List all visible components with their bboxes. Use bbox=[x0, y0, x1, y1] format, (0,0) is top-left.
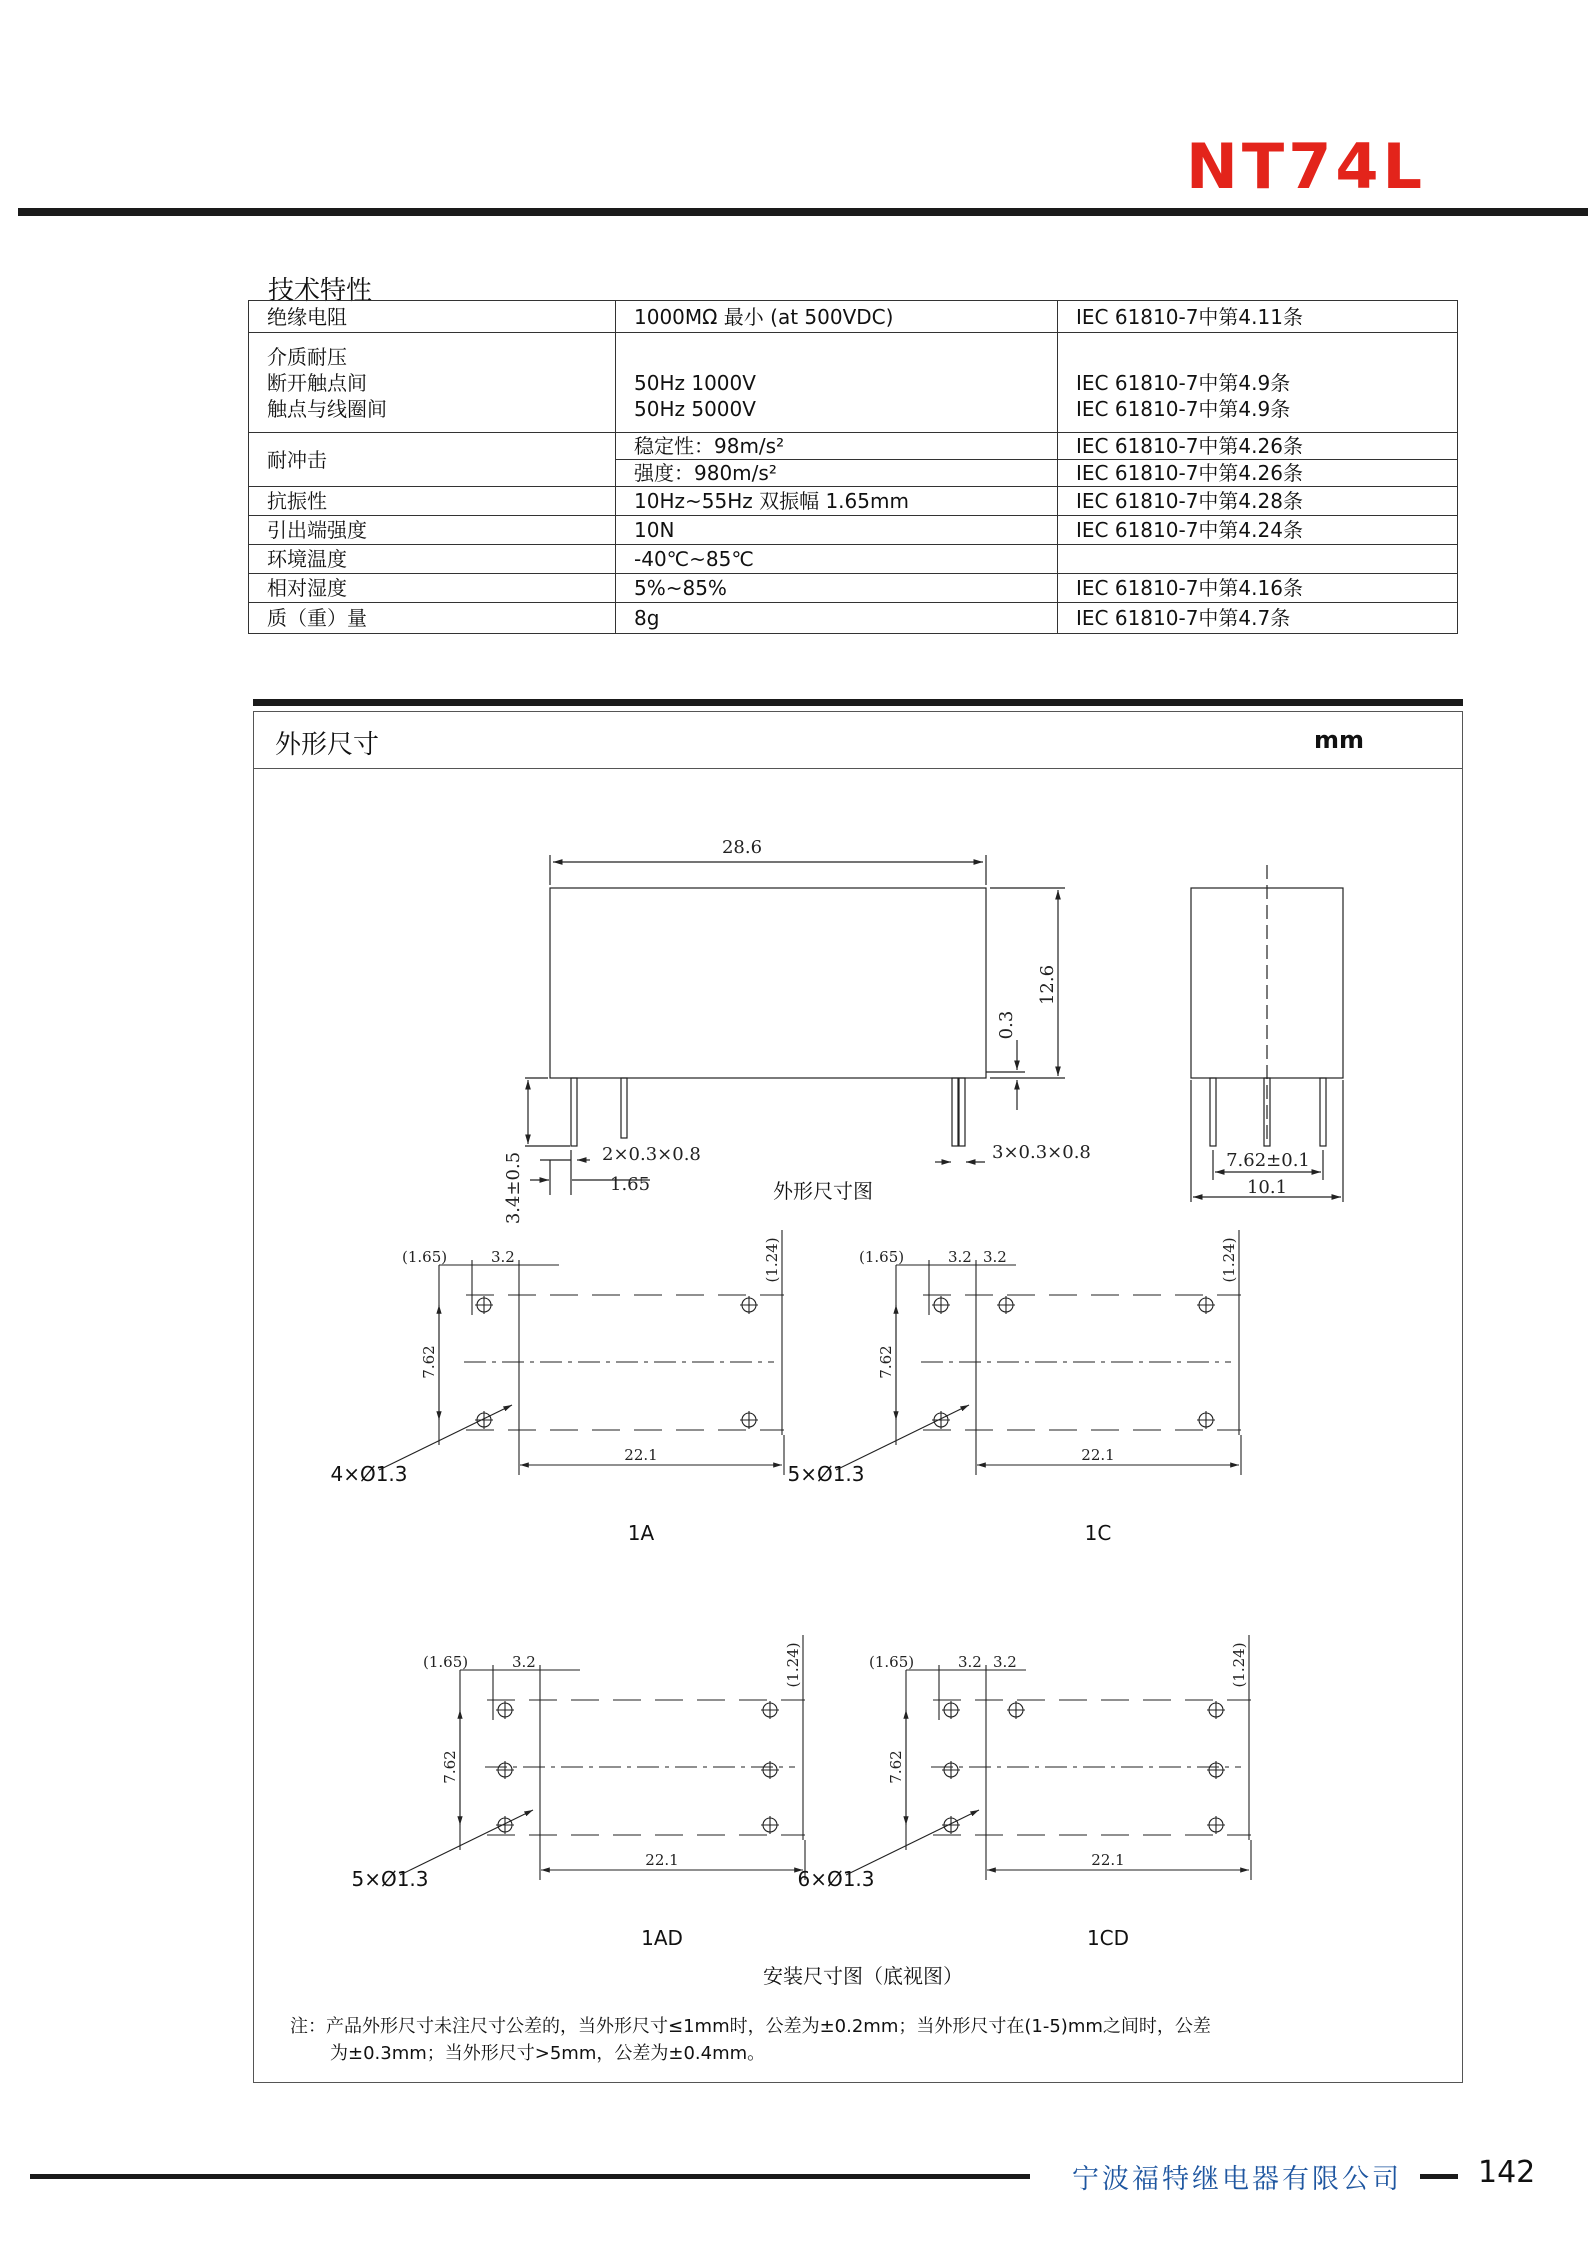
hole-leader-line bbox=[836, 1405, 969, 1470]
dim-width: 10.1 bbox=[1246, 1177, 1288, 1198]
dim-row-label: 7.62 bbox=[877, 1345, 895, 1379]
spec-label: 抗振性 bbox=[249, 487, 616, 516]
pcb-layout-1c bbox=[787, 1230, 1241, 1545]
spec-label: 相对湿度 bbox=[249, 574, 616, 603]
model-title: NT74L bbox=[1186, 130, 1426, 203]
footer-rule bbox=[30, 2174, 1030, 2179]
dim-span-label: 22.1 bbox=[1091, 1851, 1125, 1869]
pcb-layout-1cd bbox=[797, 1635, 1251, 1950]
dim-pitch-label: 3.2 bbox=[958, 1653, 982, 1671]
dim-side-pitch: 7.62±0.1 bbox=[1226, 1150, 1310, 1171]
spec-value: 10Hz~55Hz 双振幅 1.65mm bbox=[616, 487, 1058, 516]
dim-offset-label: (1.65) bbox=[859, 1248, 905, 1266]
dim-pitch-label: 3.2 bbox=[491, 1248, 515, 1266]
hole-leader-line bbox=[379, 1405, 512, 1470]
dim-pitch-label: 3.2 bbox=[983, 1248, 1007, 1266]
dim-edge-label: (1.24) bbox=[784, 1642, 802, 1688]
dim-edge-label: (1.24) bbox=[1220, 1237, 1238, 1283]
layout-name: 1AD bbox=[641, 1926, 683, 1950]
unit-label: mm bbox=[1313, 726, 1364, 754]
dim-offset-label: (1.65) bbox=[402, 1248, 448, 1266]
spec-standard: IEC 61810-7中第4.24条 bbox=[1058, 516, 1458, 545]
spec-standard: IEC 61810-7中第4.16条 bbox=[1058, 574, 1458, 603]
spec-label: 介质耐压 断开触点间 触点与线圈间 bbox=[249, 333, 616, 433]
dim-pitch-label: 3.2 bbox=[993, 1653, 1017, 1671]
dim-span-label: 22.1 bbox=[624, 1446, 658, 1464]
dim-pin-size-right: 3×0.3×0.8 bbox=[992, 1142, 1091, 1163]
hole-count-label: 6×Ø1.3 bbox=[797, 1867, 875, 1891]
dim-length: 28.6 bbox=[721, 837, 763, 858]
spec-standard: IEC 61810-7中第4.7条 bbox=[1058, 603, 1458, 634]
spec-label: 引出端强度 bbox=[249, 516, 616, 545]
spec-value: 稳定性：98m/s² bbox=[616, 433, 1058, 460]
dim-height: 12.6 bbox=[1037, 964, 1058, 1006]
tolerance-note bbox=[290, 2013, 1350, 2067]
spec-standard: IEC 61810-7中第4.26条 bbox=[1058, 433, 1458, 460]
spec-label: 质（重）量 bbox=[249, 603, 616, 634]
spec-value: -40℃~85℃ bbox=[616, 545, 1058, 574]
footer-dash bbox=[1420, 2174, 1458, 2179]
page-number: 142 bbox=[1478, 2155, 1536, 2190]
layout-name: 1C bbox=[1084, 1521, 1112, 1545]
hole-leader-line bbox=[846, 1810, 979, 1875]
spec-value: 强度：980m/s² bbox=[616, 460, 1058, 487]
layout-name: 1CD bbox=[1086, 1926, 1130, 1950]
specs-title: 技术特性 bbox=[268, 276, 373, 306]
dim-gap: 0.3 bbox=[996, 1010, 1017, 1040]
spec-label: 耐冲击 bbox=[249, 433, 616, 487]
dim-pitch-label: 3.2 bbox=[512, 1653, 536, 1671]
spec-value: 50Hz 1000V 50Hz 5000V bbox=[616, 333, 1058, 433]
layout-name: 1A bbox=[627, 1521, 655, 1545]
note-line: 为±0.3mm；当外形尺寸>5mm，公差为±0.4mm。 bbox=[330, 2043, 766, 2064]
hole-count-label: 4×Ø1.3 bbox=[330, 1462, 408, 1486]
panel-title: 外形尺寸 bbox=[275, 730, 380, 760]
spec-label: 绝缘电阻 bbox=[249, 301, 616, 333]
pcb-layouts bbox=[330, 1230, 1251, 1950]
spec-value: 5%~85% bbox=[616, 574, 1058, 603]
dim-row-label: 7.62 bbox=[441, 1750, 459, 1784]
dim-row-label: 7.62 bbox=[887, 1750, 905, 1784]
outline-caption: 外形尺寸图 bbox=[773, 1179, 873, 1203]
hole-leader-line bbox=[400, 1810, 533, 1875]
pcb-layout-1a bbox=[330, 1230, 784, 1545]
dim-pin-size-left: 2×0.3×0.8 bbox=[602, 1144, 701, 1165]
dim-pitch-label: 3.2 bbox=[948, 1248, 972, 1266]
spec-standard: IEC 61810-7中第4.9条 IEC 61810-7中第4.9条 bbox=[1058, 333, 1458, 433]
company-name: 宁波福特继电器有限公司 bbox=[1072, 2164, 1402, 2195]
dim-offset-label: (1.65) bbox=[423, 1653, 469, 1671]
mount-caption: 安装尺寸图（底视图） bbox=[763, 1964, 963, 1988]
hole-count-label: 5×Ø1.3 bbox=[787, 1462, 865, 1486]
spec-value: 10N bbox=[616, 516, 1058, 545]
spec-value: 1000MΩ 最小 (at 500VDC) bbox=[616, 301, 1058, 333]
spec-value: 8g bbox=[616, 603, 1058, 634]
dim-pin-offset: 1.65 bbox=[610, 1174, 651, 1195]
hole-count-label: 5×Ø1.3 bbox=[351, 1867, 429, 1891]
dim-offset-label: (1.65) bbox=[869, 1653, 915, 1671]
spec-standard: IEC 61810-7中第4.11条 bbox=[1058, 301, 1458, 333]
dim-edge-label: (1.24) bbox=[763, 1237, 781, 1283]
dim-span-label: 22.1 bbox=[1081, 1446, 1115, 1464]
note-line: 注：产品外形尺寸未注尺寸公差的，当外形尺寸≤1mm时，公差为±0.2mm；当外形尺寸在(1-5)mm之间时，公差 bbox=[290, 2016, 1211, 2037]
spec-standard: IEC 61810-7中第4.26条 bbox=[1058, 460, 1458, 487]
spec-standard: IEC 61810-7中第4.28条 bbox=[1058, 487, 1458, 516]
pcb-layout-1ad bbox=[351, 1635, 805, 1950]
spec-label: 环境温度 bbox=[249, 545, 616, 574]
dim-edge-label: (1.24) bbox=[1230, 1642, 1248, 1688]
dim-pin-length: 3.4±0.5 bbox=[503, 1151, 524, 1225]
dim-row-label: 7.62 bbox=[420, 1345, 438, 1379]
dim-span-label: 22.1 bbox=[645, 1851, 679, 1869]
